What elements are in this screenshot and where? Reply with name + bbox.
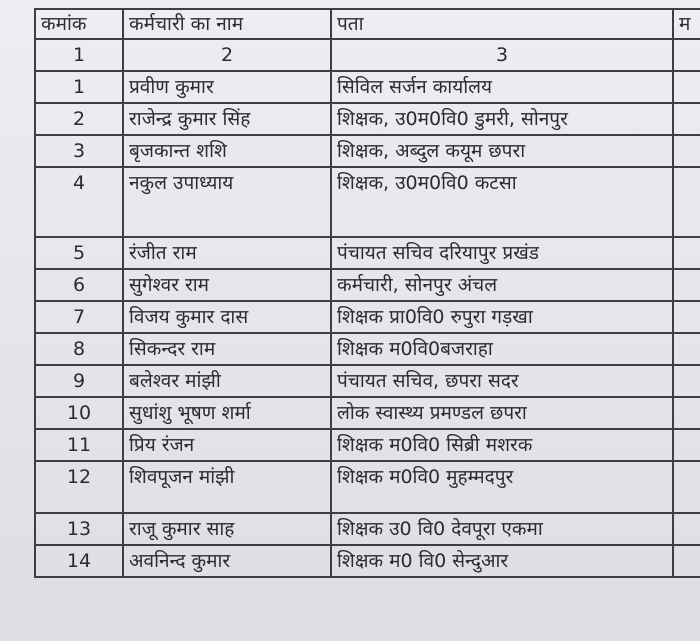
employee-name-cell: राजेन्द्र कुमार सिंह [123,103,331,135]
serial-number-cell: 3 [35,135,123,167]
employee-name-cell: सिकन्दर राम [123,333,331,365]
employee-name-cell: बलेश्वर मांझी [123,365,331,397]
header-row [35,9,700,39]
table-cell [673,333,700,365]
table-row [35,545,700,577]
table-cell [673,39,700,71]
address-cell: सिविल सर्जन कार्यालय [331,71,673,103]
table-row [35,429,700,461]
address-cell: शिक्षक म0वि0 सिब्री मशरक [331,429,673,461]
table-cell [673,237,700,269]
employee-table [34,8,700,578]
serial-number-cell: 4 [35,167,123,237]
serial-number-cell: 9 [35,365,123,397]
address-cell: शिक्षक म0वि0बजराहा [331,333,673,365]
table-row [35,461,700,513]
header-address: पता [331,9,673,39]
table-cell [673,513,700,545]
table-cell [673,365,700,397]
address-cell: लोक स्वास्थ्य प्रमण्डल छपरा [331,397,673,429]
table-row [35,237,700,269]
table-cell [673,545,700,577]
serial-number-cell: 1 [35,71,123,103]
address-cell: शिक्षक प्रा0वि0 रुपुरा गड़खा [331,301,673,333]
address-cell: शिक्षक म0 वि0 सेन्दुआर [331,545,673,577]
address-cell: पंचायत सचिव दरियापुर प्रखंड [331,237,673,269]
table-row [35,301,700,333]
header-next-column: म [673,9,700,39]
column-number: 1 [35,39,123,71]
serial-number-cell: 8 [35,333,123,365]
serial-number-cell: 12 [35,461,123,513]
header-serial-number: कमांक [35,9,123,39]
table-cell [673,461,700,513]
table-cell [673,269,700,301]
employee-name-cell: शिवपूजन मांझी [123,461,331,513]
table-row [35,397,700,429]
table-cell [673,103,700,135]
table-cell [673,135,700,167]
table-row [35,513,700,545]
employee-name-cell: राजू कुमार साह [123,513,331,545]
employee-name-cell: सुगेश्वर राम [123,269,331,301]
header-employee-name: कर्मचारी का नाम [123,9,331,39]
address-cell: शिक्षक, उ0म0वि0 डुमरी, सोनपुर [331,103,673,135]
address-cell: शिक्षक उ0 वि0 देवपूरा एकमा [331,513,673,545]
table-row [35,71,700,103]
table-row [35,269,700,301]
address-cell: शिक्षक, अब्दुल कयूम छपरा [331,135,673,167]
employee-name-cell: प्रिय रंजन [123,429,331,461]
serial-number-cell: 2 [35,103,123,135]
serial-number-cell: 10 [35,397,123,429]
table-cell [673,167,700,237]
table-cell [673,429,700,461]
address-cell: पंचायत सचिव, छपरा सदर [331,365,673,397]
table-cell [673,71,700,103]
employee-name-cell: प्रवीण कुमार [123,71,331,103]
employee-name-cell: रंजीत राम [123,237,331,269]
serial-number-cell: 5 [35,237,123,269]
employee-name-cell: नकुल उपाध्याय [123,167,331,237]
serial-number-cell: 13 [35,513,123,545]
table-row [35,167,700,237]
address-cell: शिक्षक म0वि0 मुहम्मदपुर [331,461,673,513]
table-row [35,103,700,135]
table-row [35,135,700,167]
serial-number-cell: 14 [35,545,123,577]
table-cell [673,301,700,333]
address-cell: शिक्षक, उ0म0वि0 कटसा [331,167,673,237]
serial-number-cell: 11 [35,429,123,461]
employee-name-cell: बृजकान्त शशि [123,135,331,167]
table-row [35,333,700,365]
serial-number-cell: 6 [35,269,123,301]
employee-name-cell: अवनिन्द कुमार [123,545,331,577]
table-row [35,365,700,397]
column-number: 3 [331,39,673,71]
address-cell: कर्मचारी, सोनपुर अंचल [331,269,673,301]
column-number-row [35,39,700,71]
table-cell [673,397,700,429]
serial-number-cell: 7 [35,301,123,333]
employee-name-cell: विजय कुमार दास [123,301,331,333]
column-number: 2 [123,39,331,71]
employee-name-cell: सुधांशु भूषण शर्मा [123,397,331,429]
